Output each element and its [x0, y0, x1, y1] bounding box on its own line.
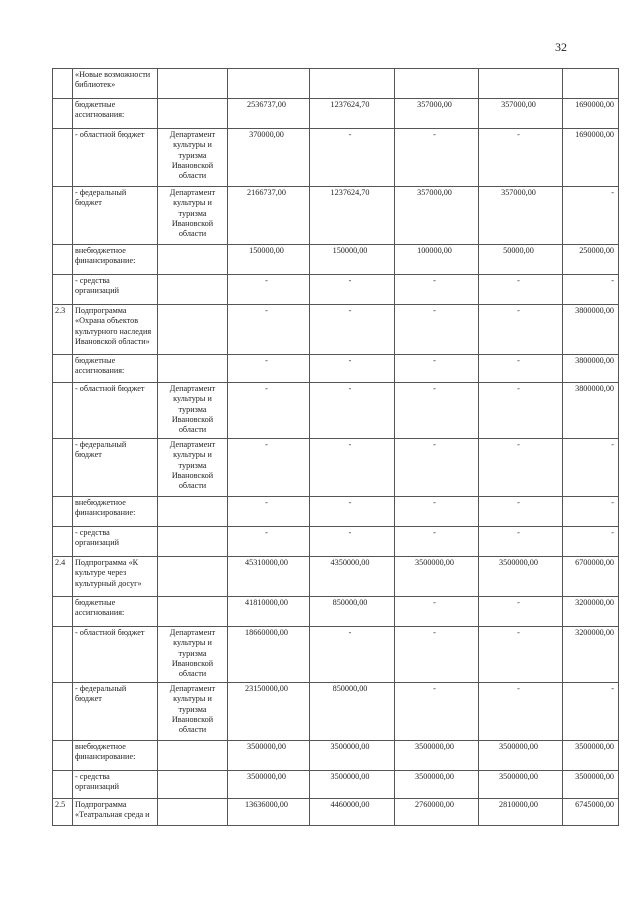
- row-value-cell: [479, 305, 563, 355]
- row-value-cell-text: -: [611, 684, 614, 693]
- row-name-cell: [73, 683, 158, 741]
- row-name-cell: [73, 383, 158, 439]
- row-code-cell: [53, 439, 73, 497]
- row-value-cell-text: 3500000,00: [415, 742, 454, 751]
- table-row: [53, 355, 619, 383]
- row-value-cell-text: 357000,00: [417, 188, 452, 197]
- row-name-cell: [73, 305, 158, 355]
- row-name-cell: [73, 741, 158, 771]
- row-value-cell: [228, 597, 310, 627]
- row-value-cell: [563, 383, 619, 439]
- row-value-cell-text: -: [265, 528, 268, 537]
- row-value-cell: [395, 245, 479, 275]
- row-name-cell: [73, 799, 158, 826]
- row-value-cell: [228, 683, 310, 741]
- row-value-cell-text: 3200000,00: [575, 598, 614, 607]
- row-value-cell: [310, 683, 395, 741]
- row-value-cell: [479, 129, 563, 187]
- row-value-cell: [395, 275, 479, 305]
- budget-table: [52, 68, 619, 826]
- row-name-cell: [73, 771, 158, 799]
- row-value-cell: [563, 557, 619, 597]
- row-value-cell: [310, 771, 395, 799]
- row-value-cell: [479, 771, 563, 799]
- row-value-cell: [310, 597, 395, 627]
- row-value-cell: [310, 355, 395, 383]
- row-value-cell: [228, 245, 310, 275]
- row-value-cell: [310, 99, 395, 129]
- table-body: [53, 69, 619, 826]
- row-executor-cell: [158, 129, 228, 187]
- row-value-cell-text: 1690000,00: [575, 100, 614, 109]
- row-value-cell-text: -: [348, 306, 352, 315]
- row-value-cell-text: -: [611, 440, 614, 449]
- table-row: [53, 771, 619, 799]
- row-value-cell: [479, 99, 563, 129]
- row-value-cell-text: -: [265, 498, 268, 507]
- row-code-cell: [53, 245, 73, 275]
- row-value-cell-text: 3800000,00: [575, 384, 614, 393]
- row-value-cell: [310, 741, 395, 771]
- row-executor-cell: [158, 305, 228, 355]
- row-value-cell-text: 357000,00: [501, 100, 536, 109]
- row-executor-cell-text: Департамент культуры и туризма Ивановской области: [169, 440, 216, 490]
- row-code-cell: [53, 69, 73, 99]
- row-value-cell: [310, 305, 395, 355]
- row-value-cell: [310, 627, 395, 683]
- row-value-cell: [228, 129, 310, 187]
- table-row: [53, 527, 619, 557]
- table-row: [53, 439, 619, 497]
- row-value-cell-text: 4350000,00: [330, 558, 370, 567]
- row-value-cell-text: -: [517, 684, 520, 693]
- table-row: [53, 99, 619, 129]
- table-row: [53, 187, 619, 245]
- row-name-cell: [73, 527, 158, 557]
- row-value-cell: [310, 129, 395, 187]
- row-value-cell: [479, 741, 563, 771]
- row-name-cell-text: - средства организаций: [75, 528, 119, 548]
- row-value-cell: [395, 741, 479, 771]
- row-value-cell: [563, 741, 619, 771]
- row-name-cell: [73, 557, 158, 597]
- row-value-cell: [563, 305, 619, 355]
- row-value-cell: [563, 799, 619, 826]
- row-value-cell-text: 3500000,00: [499, 772, 538, 781]
- row-name-cell-text: - федеральный бюджет: [75, 684, 127, 704]
- row-value-cell-text: -: [265, 276, 268, 285]
- row-value-cell-text: -: [433, 684, 436, 693]
- row-value-cell: [479, 355, 563, 383]
- row-code-cell: [53, 305, 73, 355]
- row-value-cell: [563, 99, 619, 129]
- row-value-cell-text: 2536737,00: [247, 100, 286, 109]
- row-value-cell: [479, 683, 563, 741]
- row-executor-cell: [158, 557, 228, 597]
- row-value-cell-text: -: [611, 188, 614, 197]
- row-value-cell-text: -: [433, 440, 436, 449]
- row-value-cell-text: -: [517, 356, 520, 365]
- row-value-cell-text: -: [433, 628, 436, 637]
- row-value-cell-text: -: [265, 306, 268, 315]
- row-value-cell: [563, 527, 619, 557]
- row-value-cell-text: -: [433, 276, 436, 285]
- row-value-cell-text: -: [517, 628, 520, 637]
- row-value-cell: [395, 69, 479, 99]
- row-name-cell: [73, 129, 158, 187]
- row-value-cell-text: -: [517, 440, 520, 449]
- row-value-cell-text: 3500000,00: [575, 772, 614, 781]
- row-value-cell: [395, 439, 479, 497]
- row-value-cell-text: -: [517, 306, 520, 315]
- row-executor-cell: [158, 527, 228, 557]
- row-executor-cell: [158, 771, 228, 799]
- row-value-cell: [563, 497, 619, 527]
- row-code-cell: [53, 187, 73, 245]
- row-value-cell: [395, 305, 479, 355]
- row-name-cell: [73, 99, 158, 129]
- table-row: [53, 305, 619, 355]
- row-value-cell-text: 3500000,00: [247, 742, 286, 751]
- row-value-cell-text: 850000,00: [332, 598, 368, 607]
- row-value-cell: [479, 527, 563, 557]
- row-value-cell-text: 357000,00: [501, 188, 536, 197]
- row-value-cell-text: 13636000,00: [245, 800, 288, 809]
- row-value-cell-text: -: [348, 276, 352, 285]
- row-code-cell: [53, 741, 73, 771]
- row-name-cell: [73, 69, 158, 99]
- page-number: 32: [555, 40, 567, 54]
- row-value-cell: [395, 683, 479, 741]
- row-code-cell: [53, 275, 73, 305]
- row-value-cell: [395, 771, 479, 799]
- row-name-cell-text: - областной бюджет: [75, 384, 145, 393]
- row-value-cell: [479, 497, 563, 527]
- row-name-cell: [73, 355, 158, 383]
- row-value-cell: [479, 69, 563, 99]
- row-name-cell-text: - средства организаций: [75, 772, 119, 792]
- row-value-cell: [310, 799, 395, 826]
- row-executor-cell-text: Департамент культуры и туризма Ивановской области: [169, 130, 216, 180]
- row-value-cell: [395, 557, 479, 597]
- table-row: [53, 799, 619, 826]
- row-value-cell-text: 3500000,00: [499, 558, 538, 567]
- row-value-cell: [395, 355, 479, 383]
- row-executor-cell: [158, 439, 228, 497]
- row-value-cell-text: -: [517, 384, 520, 393]
- row-value-cell-text: 370000,00: [249, 130, 284, 139]
- row-value-cell: [479, 557, 563, 597]
- row-code-cell: [53, 799, 73, 826]
- row-value-cell-text: 6700000,00: [575, 558, 614, 567]
- row-value-cell-text: 3500000,00: [330, 772, 370, 781]
- row-value-cell-text: 3800000,00: [575, 306, 614, 315]
- row-value-cell-text: 150000,00: [332, 246, 368, 255]
- row-value-cell: [563, 187, 619, 245]
- row-value-cell: [228, 527, 310, 557]
- row-value-cell: [228, 275, 310, 305]
- row-value-cell: [228, 99, 310, 129]
- row-value-cell-text: -: [348, 130, 352, 139]
- table-row: [53, 129, 619, 187]
- table-row: [53, 557, 619, 597]
- row-value-cell: [310, 557, 395, 597]
- row-value-cell: [228, 799, 310, 826]
- row-value-cell: [228, 439, 310, 497]
- table-row: [53, 627, 619, 683]
- row-value-cell-text: 100000,00: [417, 246, 452, 255]
- row-value-cell-text: 2166737,00: [247, 188, 286, 197]
- row-name-cell-text: - областной бюджет: [75, 130, 145, 139]
- row-value-cell: [228, 497, 310, 527]
- row-code-cell: [53, 683, 73, 741]
- row-name-cell-text: Подпрограмма «Театральная среда и: [75, 800, 150, 820]
- row-value-cell: [563, 355, 619, 383]
- row-name-cell-text: Подпрограмма «Охрана объектов культурного наследия Ивановской области»: [75, 306, 152, 346]
- row-value-cell-text: -: [433, 598, 436, 607]
- row-value-cell-text: -: [433, 130, 436, 139]
- row-value-cell: [479, 799, 563, 826]
- table-row: [53, 597, 619, 627]
- row-value-cell-text: 250000,00: [579, 246, 614, 255]
- row-value-cell: [563, 275, 619, 305]
- row-code-cell: [53, 383, 73, 439]
- row-name-cell-text: внебюджетное финансирование:: [75, 742, 136, 762]
- row-executor-cell: [158, 275, 228, 305]
- row-value-cell-text: -: [348, 528, 352, 537]
- row-value-cell-text: 850000,00: [332, 684, 368, 693]
- row-value-cell: [395, 129, 479, 187]
- row-executor-cell: [158, 187, 228, 245]
- row-value-cell-text: 2810000,00: [499, 800, 538, 809]
- row-value-cell-text: 3800000,00: [575, 356, 614, 365]
- row-value-cell: [563, 683, 619, 741]
- row-value-cell-text: -: [265, 440, 268, 449]
- row-name-cell-text: - средства организаций: [75, 276, 119, 296]
- row-name-cell: [73, 597, 158, 627]
- row-value-cell: [395, 383, 479, 439]
- row-name-cell-text: внебюджетное финансирование:: [75, 498, 136, 518]
- row-value-cell-text: -: [265, 384, 268, 393]
- row-executor-cell-text: Департамент культуры и туризма Ивановской области: [169, 188, 216, 238]
- row-name-cell-text: бюджетные ассигнования:: [75, 100, 125, 120]
- row-value-cell: [310, 187, 395, 245]
- row-value-cell: [563, 771, 619, 799]
- row-name-cell-text: бюджетные ассигнования:: [75, 356, 125, 376]
- row-value-cell: [310, 69, 395, 99]
- row-value-cell: [563, 129, 619, 187]
- row-code-cell: [53, 627, 73, 683]
- row-value-cell-text: 3200000,00: [575, 628, 614, 637]
- row-value-cell: [310, 383, 395, 439]
- row-executor-cell: [158, 69, 228, 99]
- row-value-cell-text: -: [433, 356, 436, 365]
- row-value-cell-text: -: [517, 276, 520, 285]
- row-code-cell-text: 2.4: [55, 558, 66, 567]
- row-executor-cell-text: Департамент культуры и туризма Ивановской области: [169, 384, 216, 434]
- row-code-cell: [53, 557, 73, 597]
- row-value-cell: [563, 597, 619, 627]
- row-code-cell-text: 2.5: [55, 800, 66, 809]
- row-value-cell: [228, 627, 310, 683]
- row-value-cell: [563, 627, 619, 683]
- row-name-cell: [73, 245, 158, 275]
- row-name-cell-text: - областной бюджет: [75, 628, 145, 637]
- row-code-cell: [53, 597, 73, 627]
- row-value-cell-text: -: [611, 528, 614, 537]
- row-value-cell: [479, 187, 563, 245]
- row-value-cell: [479, 383, 563, 439]
- row-value-cell: [479, 627, 563, 683]
- row-value-cell-text: -: [348, 440, 352, 449]
- row-value-cell-text: -: [348, 356, 352, 365]
- row-value-cell: [310, 497, 395, 527]
- row-executor-cell-text: Департамент культуры и туризма Ивановской области: [169, 628, 216, 678]
- row-value-cell-text: -: [433, 306, 436, 315]
- row-value-cell-text: -: [517, 528, 520, 537]
- row-value-cell-text: 45310000,00: [245, 558, 288, 567]
- row-value-cell-text: 23150000,00: [245, 684, 288, 693]
- row-value-cell: [228, 305, 310, 355]
- row-value-cell-text: 18660000,00: [245, 628, 288, 637]
- row-name-cell: [73, 627, 158, 683]
- row-value-cell: [395, 99, 479, 129]
- row-executor-cell: [158, 683, 228, 741]
- row-value-cell: [563, 439, 619, 497]
- row-value-cell: [310, 245, 395, 275]
- row-value-cell-text: -: [348, 498, 352, 507]
- row-value-cell-text: 3500000,00: [575, 742, 614, 751]
- row-name-cell-text: внебюджетное финансирование:: [75, 246, 136, 266]
- row-executor-cell: [158, 245, 228, 275]
- row-name-cell: [73, 497, 158, 527]
- row-name-cell-text: бюджетные ассигнования:: [75, 598, 125, 618]
- table-row: [53, 683, 619, 741]
- table-row: [53, 383, 619, 439]
- table-row: [53, 245, 619, 275]
- row-value-cell-text: 4460000,00: [330, 800, 370, 809]
- row-name-cell-text: - федеральный бюджет: [75, 440, 127, 460]
- row-value-cell-text: -: [433, 498, 436, 507]
- row-value-cell-text: 1237624,70: [330, 100, 370, 109]
- row-executor-cell: [158, 627, 228, 683]
- row-code-cell: [53, 527, 73, 557]
- row-code-cell: [53, 129, 73, 187]
- row-value-cell: [228, 187, 310, 245]
- row-value-cell-text: -: [348, 628, 352, 637]
- row-value-cell-text: -: [433, 528, 436, 537]
- row-value-cell: [395, 627, 479, 683]
- row-value-cell-text: 2760000,00: [415, 800, 454, 809]
- row-code-cell: [53, 99, 73, 129]
- row-value-cell: [310, 275, 395, 305]
- row-value-cell: [228, 355, 310, 383]
- row-name-cell: [73, 187, 158, 245]
- row-executor-cell: [158, 383, 228, 439]
- row-value-cell: [228, 383, 310, 439]
- row-value-cell-text: 3500000,00: [415, 558, 454, 567]
- row-code-cell-text: 2.3: [55, 306, 66, 315]
- row-value-cell: [228, 771, 310, 799]
- row-value-cell: [228, 69, 310, 99]
- row-value-cell-text: 6745000,00: [575, 800, 614, 809]
- row-code-cell: [53, 355, 73, 383]
- row-value-cell-text: -: [517, 130, 520, 139]
- row-value-cell-text: 50000,00: [503, 246, 534, 255]
- row-value-cell-text: -: [517, 498, 520, 507]
- row-value-cell-text: 1237624,70: [330, 188, 370, 197]
- row-value-cell: [228, 741, 310, 771]
- row-value-cell-text: 150000,00: [249, 246, 284, 255]
- row-executor-cell: [158, 741, 228, 771]
- row-executor-cell: [158, 799, 228, 826]
- row-value-cell-text: 3500000,00: [499, 742, 538, 751]
- row-value-cell: [395, 187, 479, 245]
- row-value-cell: [479, 439, 563, 497]
- row-value-cell-text: 41810000,00: [245, 598, 288, 607]
- row-executor-cell: [158, 597, 228, 627]
- row-value-cell: [228, 557, 310, 597]
- row-value-cell-text: 1690000,00: [575, 130, 614, 139]
- row-name-cell-text: Подпрограмма «К культуре через культурный досуг»: [75, 558, 142, 588]
- row-value-cell: [395, 527, 479, 557]
- table-row: [53, 69, 619, 99]
- row-value-cell-text: 3500000,00: [330, 742, 370, 751]
- row-value-cell: [563, 245, 619, 275]
- row-value-cell-text: -: [265, 356, 268, 365]
- row-value-cell-text: -: [433, 384, 436, 393]
- row-value-cell-text: -: [611, 498, 614, 507]
- row-value-cell: [395, 597, 479, 627]
- row-value-cell: [310, 439, 395, 497]
- table-row: [53, 275, 619, 305]
- row-value-cell: [479, 275, 563, 305]
- row-value-cell: [563, 69, 619, 99]
- row-executor-cell: [158, 99, 228, 129]
- row-name-cell-text: «Новые возможности библиотек»: [75, 70, 151, 90]
- row-value-cell: [479, 597, 563, 627]
- row-value-cell-text: 3500000,00: [247, 772, 286, 781]
- table-row: [53, 497, 619, 527]
- row-value-cell-text: -: [517, 598, 520, 607]
- row-value-cell: [479, 245, 563, 275]
- row-value-cell: [395, 497, 479, 527]
- row-executor-cell: [158, 497, 228, 527]
- row-executor-cell: [158, 355, 228, 383]
- row-name-cell: [73, 439, 158, 497]
- row-value-cell: [310, 527, 395, 557]
- row-code-cell: [53, 771, 73, 799]
- table-row: [53, 741, 619, 771]
- row-value-cell-text: -: [611, 276, 614, 285]
- row-name-cell: [73, 275, 158, 305]
- row-value-cell-text: -: [348, 384, 352, 393]
- row-value-cell-text: 3500000,00: [415, 772, 454, 781]
- row-executor-cell-text: Департамент культуры и туризма Ивановской области: [169, 684, 216, 734]
- row-code-cell: [53, 497, 73, 527]
- row-name-cell-text: - федеральный бюджет: [75, 188, 127, 208]
- row-value-cell-text: 357000,00: [417, 100, 452, 109]
- row-value-cell: [395, 799, 479, 826]
